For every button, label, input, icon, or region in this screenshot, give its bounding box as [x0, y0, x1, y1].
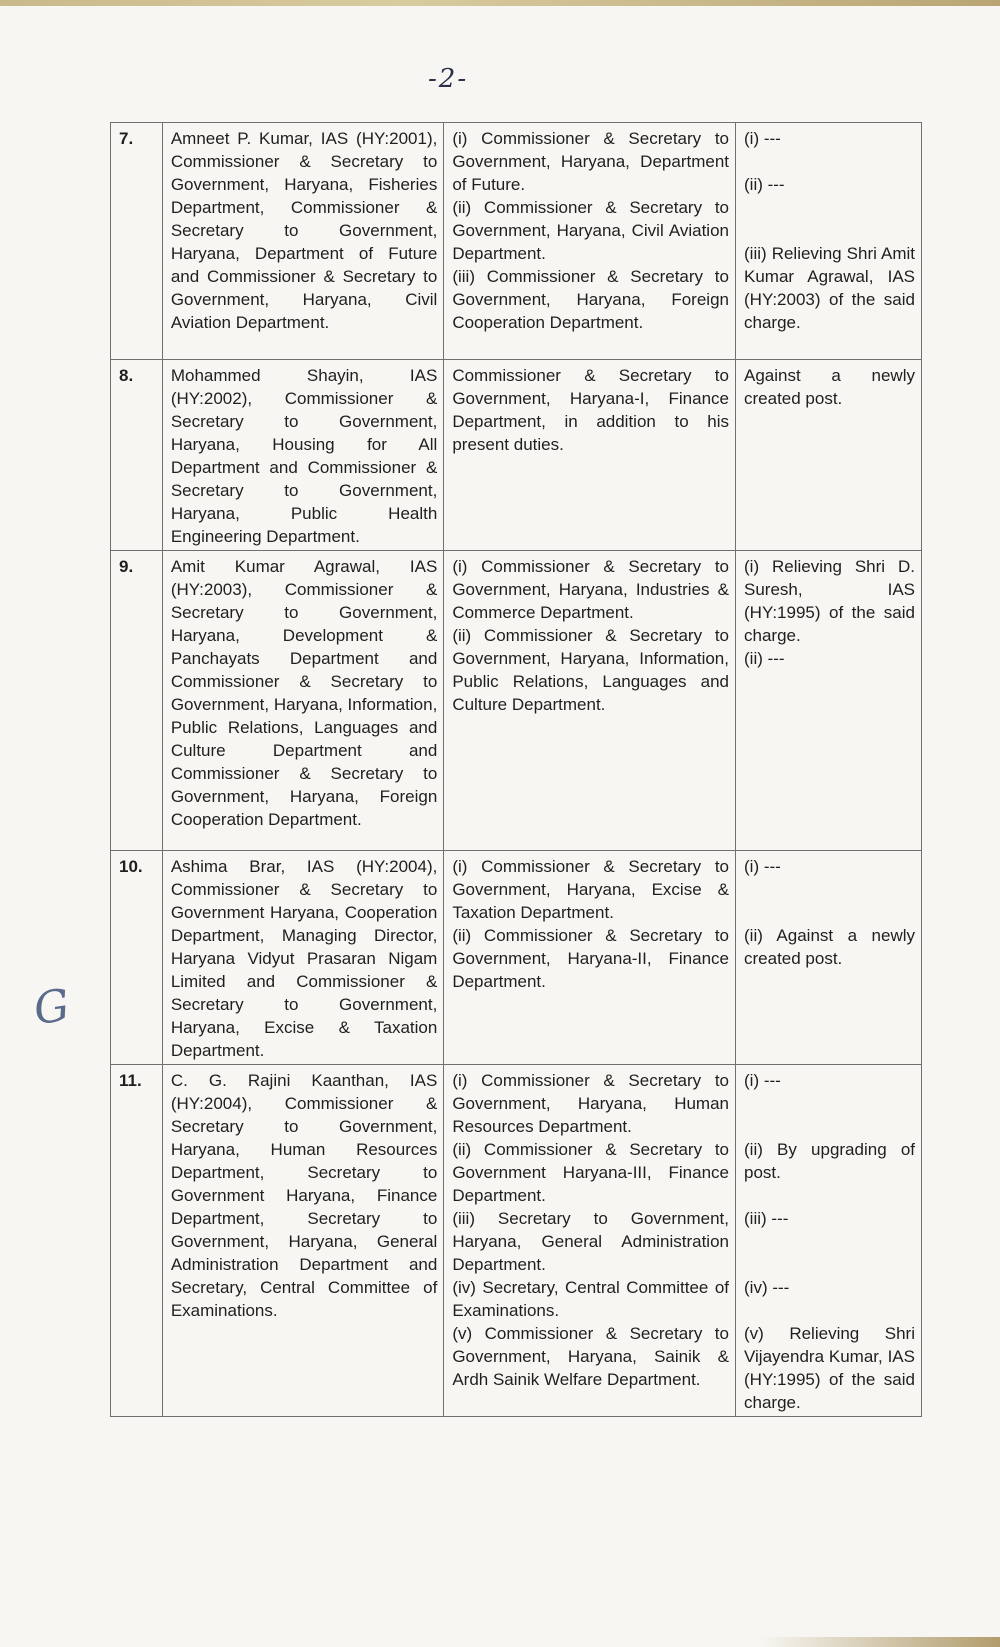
remarks: [736, 360, 922, 551]
remark-item: Against a newly created post.: [744, 366, 915, 408]
remark-item: (iii) ---: [744, 1209, 789, 1228]
posting-item: (i) Commissioner & Secretary to Government, Haryana, Human Resources Department.: [452, 1071, 729, 1136]
remark-item: (i) ---: [744, 857, 781, 876]
posting-details: [444, 1065, 736, 1417]
posting-details: [444, 851, 736, 1065]
posting-details: [444, 551, 736, 851]
page-number: -2-: [428, 64, 469, 94]
posting-details: [444, 123, 736, 360]
page-bottom-edge: [760, 1637, 1000, 1647]
officer-details: Amit Kumar Agrawal, IAS (HY:2003), Commissioner & Secretary to Government, Haryana, Development & Panchayats Department and Commissioner & Secretary to Government, Haryana, Information, Public Relations, Languages and Culture Department and Commissioner & Secretary to Government, Haryana, Foreign Cooperation Department.: [162, 551, 444, 851]
remark-item: (ii) ---: [744, 649, 785, 668]
posting-item: (i) Commissioner & Secretary to Government, Haryana, Industries & Commerce Department.: [452, 557, 729, 622]
serial-number: 9.: [111, 551, 163, 851]
remarks: [736, 123, 922, 360]
remark-item: (i) ---: [744, 1071, 781, 1090]
remarks: [736, 551, 922, 851]
remarks: [736, 851, 922, 1065]
remark-item: (v) Relieving Shri Vijayendra Kumar, IAS (HY:1995) of the said charge.: [744, 1324, 915, 1412]
officer-details: Amneet P. Kumar, IAS (HY:2001), Commissioner & Secretary to Government, Haryana, Fisheries Department, Commissioner & Secretary to Government, Haryana, Department of Future and Commissioner & Secretary to Government, Haryana, Civil Aviation Department.: [162, 123, 444, 360]
serial-number: 10.: [111, 851, 163, 1065]
posting-item: (iv) Secretary, Central Committee of Examinations.: [452, 1278, 729, 1320]
remark-item: (i) Relieving Shri D. Suresh, IAS (HY:1995) of the said charge.: [744, 557, 915, 645]
serial-number: 8.: [111, 360, 163, 551]
officer-details: Mohammed Shayin, IAS (HY:2002), Commissioner & Secretary to Government, Haryana, Housing for All Department and Commissioner & Secretary to Government, Haryana, Public Health Engineering Department.: [162, 360, 444, 551]
posting-item: (i) Commissioner & Secretary to Government, Haryana, Excise & Taxation Department.: [452, 857, 729, 922]
posting-item: (ii) Commissioner & Secretary to Government, Haryana-II, Finance Department.: [452, 926, 729, 991]
page-top-edge: [0, 0, 1000, 6]
posting-item: (ii) Commissioner & Secretary to Government Haryana-III, Finance Department.: [452, 1140, 729, 1205]
serial-number: 7.: [111, 123, 163, 360]
posting-item: (iii) Commissioner & Secretary to Government, Haryana, Foreign Cooperation Department.: [452, 267, 729, 332]
table-row: [111, 123, 922, 360]
remark-item: (ii) ---: [744, 175, 785, 194]
remark-item: (ii) By upgrading of post.: [744, 1140, 915, 1182]
posting-details: [444, 360, 736, 551]
table-row: [111, 1065, 922, 1417]
posting-orders-table: [110, 122, 922, 1417]
posting-item: (ii) Commissioner & Secretary to Government, Haryana, Information, Public Relations, Languages and Culture Department.: [452, 626, 729, 714]
officer-details: Ashima Brar, IAS (HY:2004), Commissioner & Secretary to Government Haryana, Cooperation Department, Managing Director, Haryana Vidyut Prasaran Nigam Limited and Commissioner & Secretary to Government, Haryana, Excise & Taxation Department.: [162, 851, 444, 1065]
serial-number: 11.: [111, 1065, 163, 1417]
posting-item: (i) Commissioner & Secretary to Government, Haryana, Department of Future.: [452, 129, 729, 194]
posting-item: (iii) Secretary to Government, Haryana, General Administration Department.: [452, 1209, 729, 1274]
remark-item: (ii) Against a newly created post.: [744, 926, 915, 968]
remark-item: (iii) Relieving Shri Amit Kumar Agrawal, IAS (HY:2003) of the said charge.: [744, 244, 915, 332]
posting-item: (v) Commissioner & Secretary to Government, Haryana, Sainik & Ardh Sainik Welfare Department.: [452, 1324, 729, 1389]
table-row: [111, 851, 922, 1065]
officer-details: C. G. Rajini Kaanthan, IAS (HY:2004), Commissioner & Secretary to Government, Haryana, Human Resources Department, Secretary to Government Haryana, Finance Department, Secretary to Government, Haryana, General Administration Department and Secretary, Central Committee of Examinations.: [162, 1065, 444, 1417]
posting-item: (ii) Commissioner & Secretary to Government, Haryana, Civil Aviation Department.: [452, 198, 729, 263]
remark-item: (iv) ---: [744, 1278, 790, 1297]
remarks: [736, 1065, 922, 1417]
remark-item: (i) ---: [744, 129, 781, 148]
table-row: [111, 360, 922, 551]
posting-item: Commissioner & Secretary to Government, Haryana-I, Finance Department, in addition to his present duties.: [452, 366, 729, 454]
table-row: [111, 551, 922, 851]
margin-handwritten-mark: G: [30, 979, 73, 1036]
